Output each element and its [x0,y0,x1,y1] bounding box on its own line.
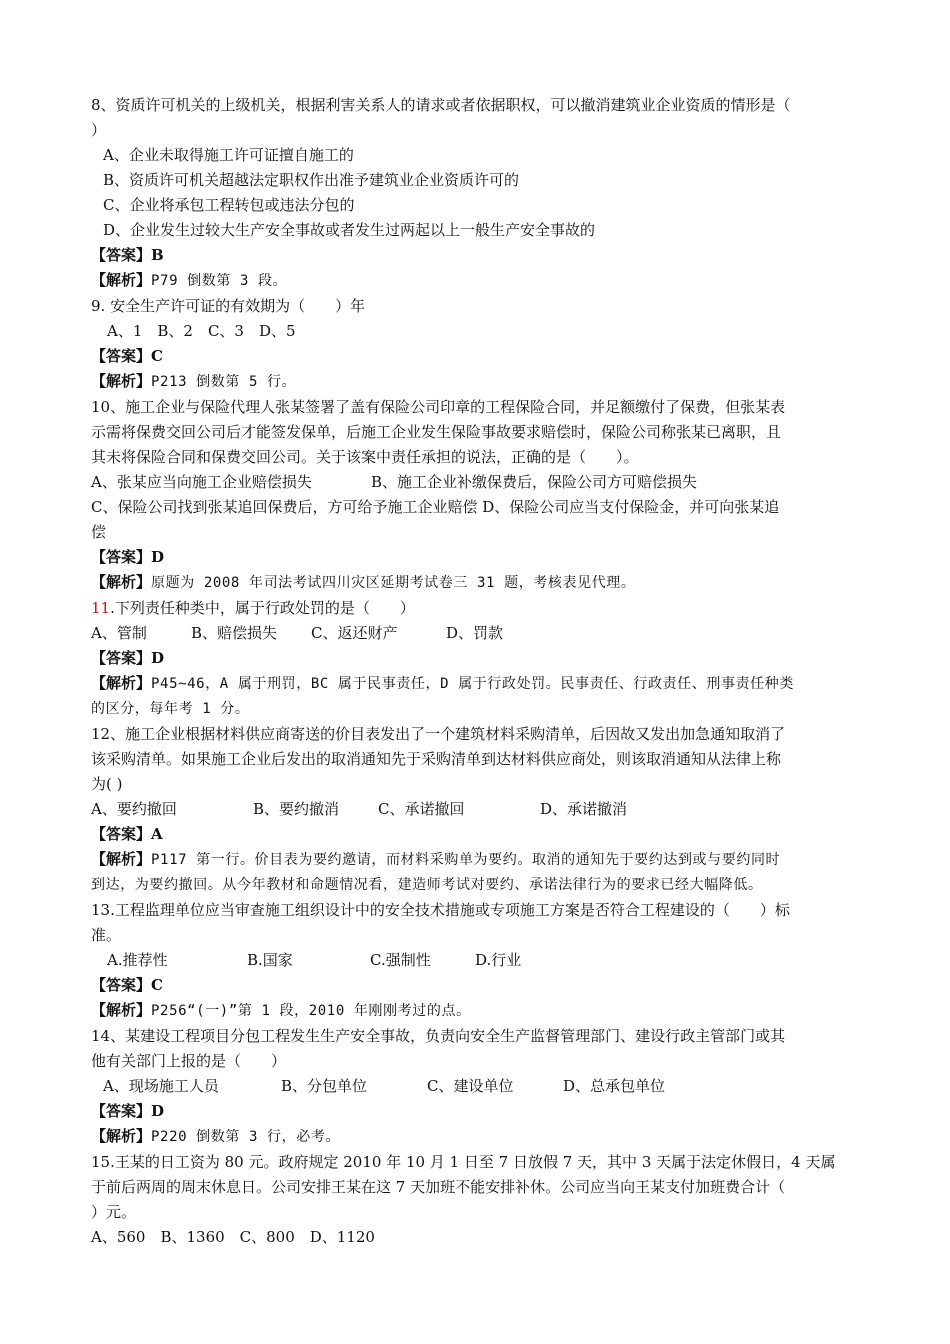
explanation-text: P117 第一行。价目表为要约邀请，而材料采购单为要约。取消的通知先于要约达到或与要约同时 [151,852,781,868]
explanation-label: 【解析】 [91,573,152,591]
q13-options [91,948,871,973]
q8-stem: 8、资质许可机关的上级机关，根据利害关系人的请求或者依据职权，可以撤消建筑业企业资质的情形是（ [91,96,791,114]
q10-options-ab [91,470,871,495]
q11-option-a: A、管制 [91,624,147,642]
explanation-label: 【解析】 [91,271,152,289]
q12-option-a: A、要约撤回 [91,800,177,818]
q12-answer [91,822,871,847]
q11-stem-text: .下列责任种类中，属于行政处罚的是（ ） [110,599,415,617]
q14-option-a: A、现场施工人员 [103,1077,219,1095]
q14-stem-line-1: 14、某建设工程项目分包工程发生生产安全事故，负责向安全生产监督管理部门、建设行政主管部门或其 [91,1027,786,1045]
q14-explanation [91,1124,871,1150]
q13-stem-line-1: 13.工程监理单位应当审查施工组织设计中的安全技术措施或专项施工方案是否符合工程建设的（ ）标 [91,901,790,919]
q11-answer [91,646,871,671]
q15-stem-line-1: 15.王某的日工资为 80 元。政府规定 2010 年 10 月 1 日至 7 日放假 7 天，其中 3 天属于法定休假日，4 天属 [91,1153,836,1171]
q12-stem-line-2: 该采购清单。如果施工企业后发出的取消通知先于采购清单到达材料供应商处，则该取消通知从法律上称 [91,750,782,768]
q10-option-b: B、施工企业补缴保费后，保险公司方可赔偿损失 [371,473,698,491]
q13-stem-line-2: 准。 [91,926,122,944]
q13-option-d: D.行业 [475,951,522,969]
q12-option-c: C、承诺撤回 [378,800,465,818]
q10-stem-line-1: 10、施工企业与保险代理人张某签署了盖有保险公司印章的工程保险合同，并足额缴付了保费，但张某表 [91,398,786,416]
q14-option-c: C、建设单位 [427,1077,514,1095]
q8-answer [91,243,871,268]
q9-options: A、1 B、2 C、3 D、5 [107,322,296,340]
explanation-label: 【解析】 [91,674,152,692]
explanation-text: P256“(一)”第 1 段，2010 年刚刚考过的点。 [151,1003,471,1019]
q8-option-c: C、企业将承包工程转包或违法分包的 [103,196,355,214]
q12-stem-line-1: 12、施工企业根据材料供应商寄送的价目表发出了一个建筑材料采购清单，后因故又发出加急通知取消了 [91,725,786,743]
explanation-label: 【解析】 [91,372,152,390]
answer-value: D [151,548,165,566]
q15-options: A、560 B、1360 C、800 D、1120 [91,1228,375,1246]
q15-stem-line-2: 于前后两周的周末休息日。公司安排王某在这 7 天加班不能安排补休。公司应当向王某支付加班费合计（ [91,1178,786,1196]
answer-value: C [151,976,163,994]
q10-option-a: A、张某应当向施工企业赔偿损失 [91,473,312,491]
q10-stem-line-3: 其未将保险合同和保费交回公司。关于该案中责任承担的说法，正确的是（ ）。 [91,448,639,466]
q14-options [91,1074,871,1099]
q11-options [91,621,871,646]
q14-answer [91,1099,871,1124]
q15-stem-line-3: ）元。 [91,1203,137,1221]
q12-options [91,797,871,822]
answer-value: D [151,1102,165,1120]
answer-value: B [151,246,164,264]
answer-label: 【答案】 [91,649,152,667]
q13-option-a: A.推荐性 [107,951,168,969]
q13-option-c: C.强制性 [370,951,431,969]
answer-label: 【答案】 [91,825,152,843]
answer-label: 【答案】 [91,976,152,994]
q11-explanation-line-2: 的区分，每年考 1 分。 [91,701,250,717]
q11-explanation-line-1 [91,671,871,697]
answer-label: 【答案】 [91,347,152,365]
q12-option-b: B、要约撤消 [253,800,340,818]
q10-stem-line-2: 示需将保费交回公司后才能签发保单，后施工企业发生保险事故要求赔偿时，保险公司称张某已离职，且 [91,423,782,441]
explanation-label: 【解析】 [91,1001,152,1019]
explanation-text: P213 倒数第 5 行。 [151,374,297,390]
explanation-label: 【解析】 [91,850,152,868]
q10-explanation [91,570,871,596]
explanation-text: 原题为 2008 年司法考试四川灾区延期考试卷三 31 题，考核表见代理。 [151,575,636,591]
q9-stem: 9. 安全生产许可证的有效期为（ ）年 [91,297,366,315]
q10-options-cd-line-1: C、保险公司找到张某追回保费后，方可给予施工企业赔偿 D、保险公司应当支付保险金，并可向张某追 [91,498,780,516]
q8-option-d: D、企业发生过较大生产安全事故或者发生过两起以上一般生产安全事故的 [103,221,596,239]
answer-label: 【答案】 [91,246,152,264]
q8-option-a: A、企业未取得施工许可证擅自施工的 [103,146,354,164]
explanation-text: P220 倒数第 3 行，必考。 [151,1129,341,1145]
q10-answer [91,545,871,570]
q8-explanation [91,268,871,294]
q14-option-d: D、总承包单位 [563,1077,666,1095]
explanation-text: P79 倒数第 3 段。 [151,273,288,289]
q14-stem-line-2: 他有关部门上报的是（ ） [91,1052,287,1070]
explanation-label: 【解析】 [91,1127,152,1145]
q11-stem [91,596,871,621]
explanation-text: P45~46，A 属于刑罚，BC 属于民事责任，D 属于行政处罚。民事责任、行政责任、刑事责任种类 [151,676,794,692]
answer-label: 【答案】 [91,1102,152,1120]
q11-option-b: B、赔偿损失 [191,624,278,642]
q14-option-b: B、分包单位 [281,1077,368,1095]
answer-value: C [151,347,163,365]
q8-option-b: B、资质许可机关超越法定职权作出准予建筑业企业资质许可的 [103,171,520,189]
q8-stem-end: ） [91,121,107,139]
q11-option-d: D、罚款 [446,624,504,642]
q13-answer [91,973,871,998]
q13-explanation [91,998,871,1024]
document-page [91,93,871,1250]
q12-explanation-line-1 [91,847,871,873]
q12-option-d: D、承诺撤消 [540,800,628,818]
answer-value: A [151,825,163,843]
q9-explanation [91,369,871,395]
q13-option-b: B.国家 [247,951,293,969]
q11-option-c: C、返还财产 [311,624,398,642]
answer-label: 【答案】 [91,548,152,566]
q12-stem-line-3: 为( ) [91,775,123,793]
q9-answer [91,344,871,369]
q10-options-cd-line-2: 偿 [91,523,107,541]
q11-number: 11 [91,599,111,617]
answer-value: D [151,649,165,667]
q12-explanation-line-2: 到达，为要约撤回。从今年教材和命题情况看，建造师考试对要约、承诺法律行为的要求已经大幅降低。 [91,877,763,893]
